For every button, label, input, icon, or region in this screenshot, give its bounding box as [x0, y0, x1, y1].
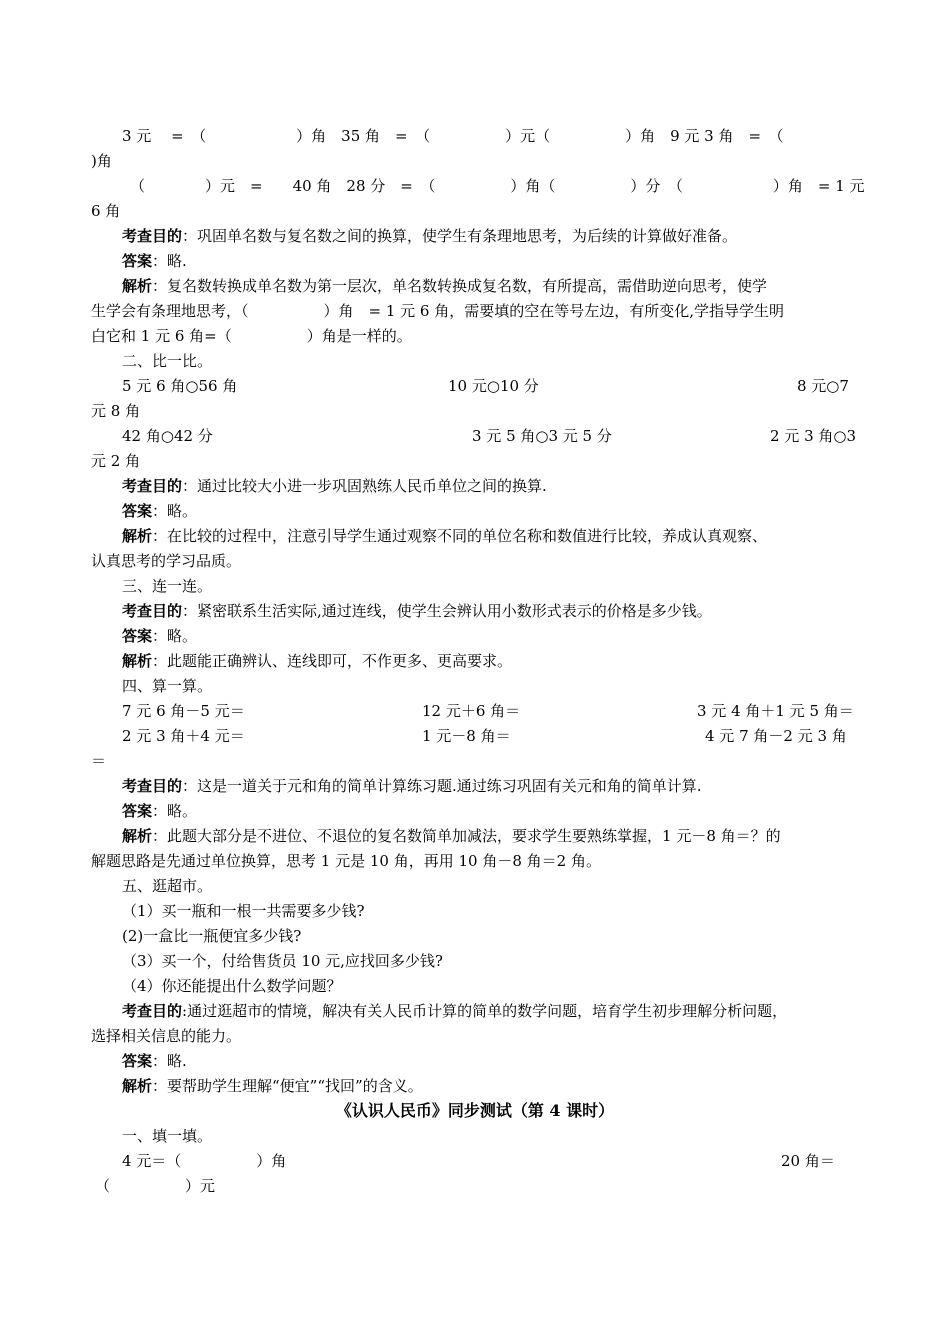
section-heading: 四、算一算。 [122, 677, 213, 695]
exercise-row-wrap: )角 [91, 152, 112, 170]
exercise-row: 3 元 = （ ）角 35 角 = （ ）元（ ）角 9 元 3 角 = （ [122, 127, 784, 145]
compare-item: 10 元○10 分 [448, 377, 539, 395]
question-item: (2)一盒比一瓶便宜多少钱? [122, 927, 302, 945]
calc-item: 7 元 6 角－5 元＝ [122, 702, 245, 720]
compare-item: 42 角○42 分 [122, 427, 213, 445]
section-heading: 三、连一连。 [122, 577, 213, 595]
calc-item-wrap: ＝ [91, 752, 107, 770]
analysis-line: 解析：此题大部分是不进位、不退位的复名数简单加减法，要求学生要熟练掌握，1 元－8 角＝？的 [122, 827, 781, 845]
calc-item: 3 元 4 角＋1 元 5 角＝ [697, 702, 854, 720]
lesson-title: 《认识人民币》同步测试（第 4 课时） [335, 1101, 615, 1120]
goal-line: 考查目的：这是一道关于元和角的简单计算练习题.通过练习巩固有关元和角的简单计算. [122, 777, 702, 795]
analysis-line: 认真思考的学习品质。 [91, 552, 242, 570]
analysis-line: 生学会有条理地思考，（ ）角 = 1 元 6 角，需要填的空在等号左边，有所变化,学指导学生明 [91, 302, 785, 320]
exercise-row-wrap: 6 角 [91, 202, 121, 220]
compare-item: 2 元 3 角○3 [770, 427, 857, 445]
analysis-line: 解析：复名数转换成单名数为第一层次，单名数转换成复名数，有所提高，需借助逆向思考，使学 [122, 277, 768, 295]
question-item: （4）你还能提出什么数学问题？ [122, 977, 342, 995]
compare-item-wrap: 元 8 角 [91, 402, 141, 420]
compare-item-wrap: 元 2 角 [91, 452, 141, 470]
calc-item: 12 元＋6 角＝ [422, 702, 521, 720]
fill-item: 4 元＝（ ）角 [122, 1152, 287, 1170]
section-heading: 一、填一填。 [122, 1127, 213, 1145]
goal-line: 考查目的：通过比较大小进一步巩固熟练人民币单位之间的换算. [122, 477, 547, 495]
calc-item: 4 元 7 角－2 元 3 角 [705, 727, 847, 745]
calc-item: 1 元－8 角＝ [422, 727, 511, 745]
compare-item: 3 元 5 角○3 元 5 分 [472, 427, 612, 445]
analysis-line: 解析：在比较的过程中，注意引导学生通过观察不同的单位名称和数值进行比较，养成认真观察、 [122, 527, 768, 545]
section-heading: 五、逛超市。 [122, 877, 213, 895]
analysis-line: 解题思路是先通过单位换算，思考 1 元是 10 角，再用 10 角－8 角＝2 角。 [91, 852, 601, 870]
answer-line: 答案：略。 [122, 627, 198, 645]
goal-line: 考查目的：巩固单名数与复名数之间的换算，使学生有条理地思考，为后续的计算做好准备。 [122, 227, 738, 245]
analysis-line: 解析：此题能正确辨认、连线即可，不作更多、更高要求。 [122, 652, 513, 670]
answer-line: 答案：略。 [122, 502, 198, 520]
answer-line: 答案：略。 [122, 802, 198, 820]
calc-item: 2 元 3 角＋4 元＝ [122, 727, 245, 745]
question-item: （3）买一个，付给售货员 10 元,应找回多少钱? [122, 952, 443, 970]
answer-line: 答案：略. [122, 252, 187, 270]
fill-item-wrap: （ ）元 [95, 1177, 216, 1195]
exercise-row: （ ）元 = 40 角 28 分 = （ ）角（ ）分 （ ）角 = 1 元 [130, 177, 865, 195]
section-heading: 二、比一比。 [122, 352, 213, 370]
fill-item: 20 角＝ [781, 1152, 835, 1170]
compare-item: 8 元○7 [797, 377, 849, 395]
answer-line: 答案：略. [122, 1052, 187, 1070]
analysis-line: 解析：要帮助学生理解“便宜”“找回”的含义。 [122, 1077, 423, 1095]
goal-line: 考查目的:通过逛超市的情境，解决有关人民币计算的简单的数学问题，培育学生初步理解分析问题， [122, 1002, 788, 1020]
compare-item: 5 元 6 角○56 角 [122, 377, 238, 395]
goal-line: 选择相关信息的能力。 [91, 1027, 242, 1045]
question-item: （1）买一瓶和一根一共需要多少钱? [122, 902, 365, 920]
analysis-line: 白它和 1 元 6 角=（ ）角是一样的。 [91, 327, 412, 345]
goal-line: 考查目的：紧密联系生活实际,通过连线，使学生会辨认用小数形式表示的价格是多少钱。 [122, 602, 712, 620]
